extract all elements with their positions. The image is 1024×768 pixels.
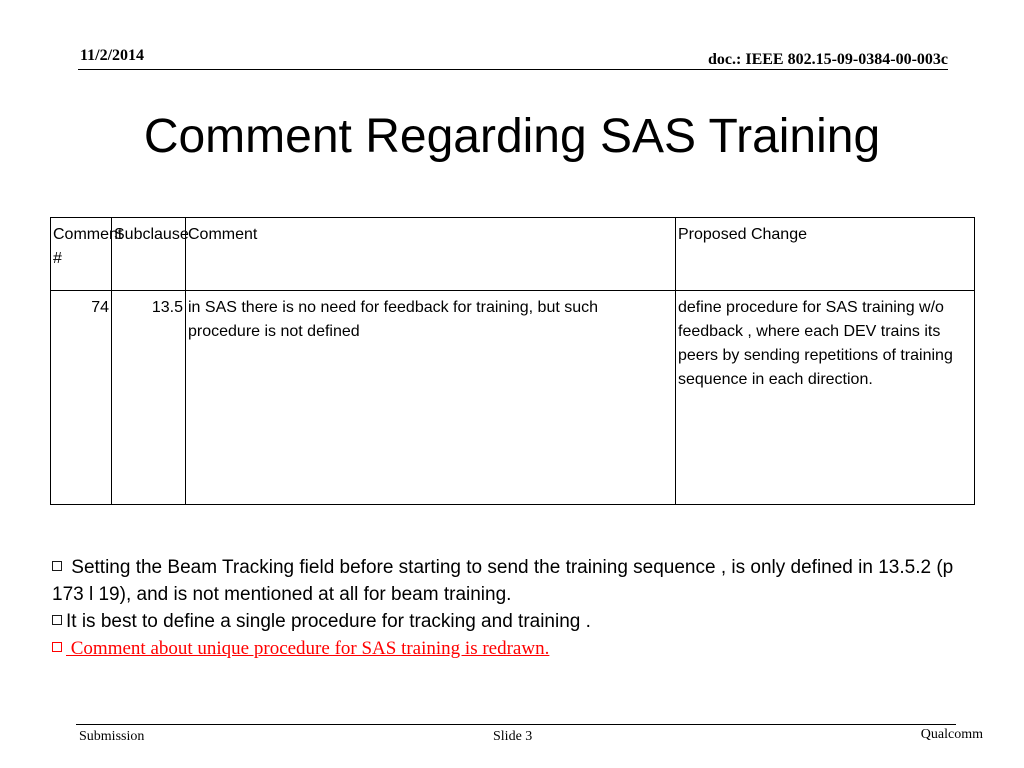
footer-slide-number: Slide 3 [493,729,533,744]
footer-divider [76,724,956,725]
bullet-item [52,554,982,608]
checkbox-bullet-icon [52,642,62,652]
bullet-item [52,608,982,635]
bullet-list [52,554,982,662]
cell-proposed-change: define procedure for SAS training w/o feedback , where each DEV trains its peers by sending repetitions of training sequence in each direction. [676,291,975,505]
header-comment-num: Comment # [51,218,112,291]
bullet-text: Comment about unique procedure for SAS training is redrawn. [66,638,550,659]
cell-subclause: 13.5 [112,291,186,505]
table-header-row [51,218,975,291]
checkbox-bullet-icon [52,561,62,571]
checkbox-bullet-icon [52,615,62,625]
header-comment: Comment [186,218,676,291]
header-doc-id: doc.: IEEE 802.15-09-0384-00-003c [708,51,948,68]
header-proposed-change: Proposed Change [676,218,975,291]
header-divider [78,69,948,70]
cell-comment: in SAS there is no need for feedback for training, but such procedure is not defined [186,291,676,505]
bullet-item-highlight [52,635,982,662]
bullet-text: It is best to define a single procedure for tracking and training . [66,611,591,632]
comment-table [50,217,975,505]
bullet-text: Setting the Beam Tracking field before starting to send the training sequence , is only defined in 13.5.2 (p 173 l 19), and is not mentioned at all for beam training. [52,557,954,605]
cell-comment-num: 74 [51,291,112,505]
header-subclause: Subclause [112,218,186,291]
slide-title: Comment Regarding SAS Training [143,110,881,163]
footer-company: Qualcomm [920,727,983,742]
header-date: 11/2/2014 [80,47,145,64]
footer-submission: Submission [79,729,145,744]
table-row [51,291,975,505]
